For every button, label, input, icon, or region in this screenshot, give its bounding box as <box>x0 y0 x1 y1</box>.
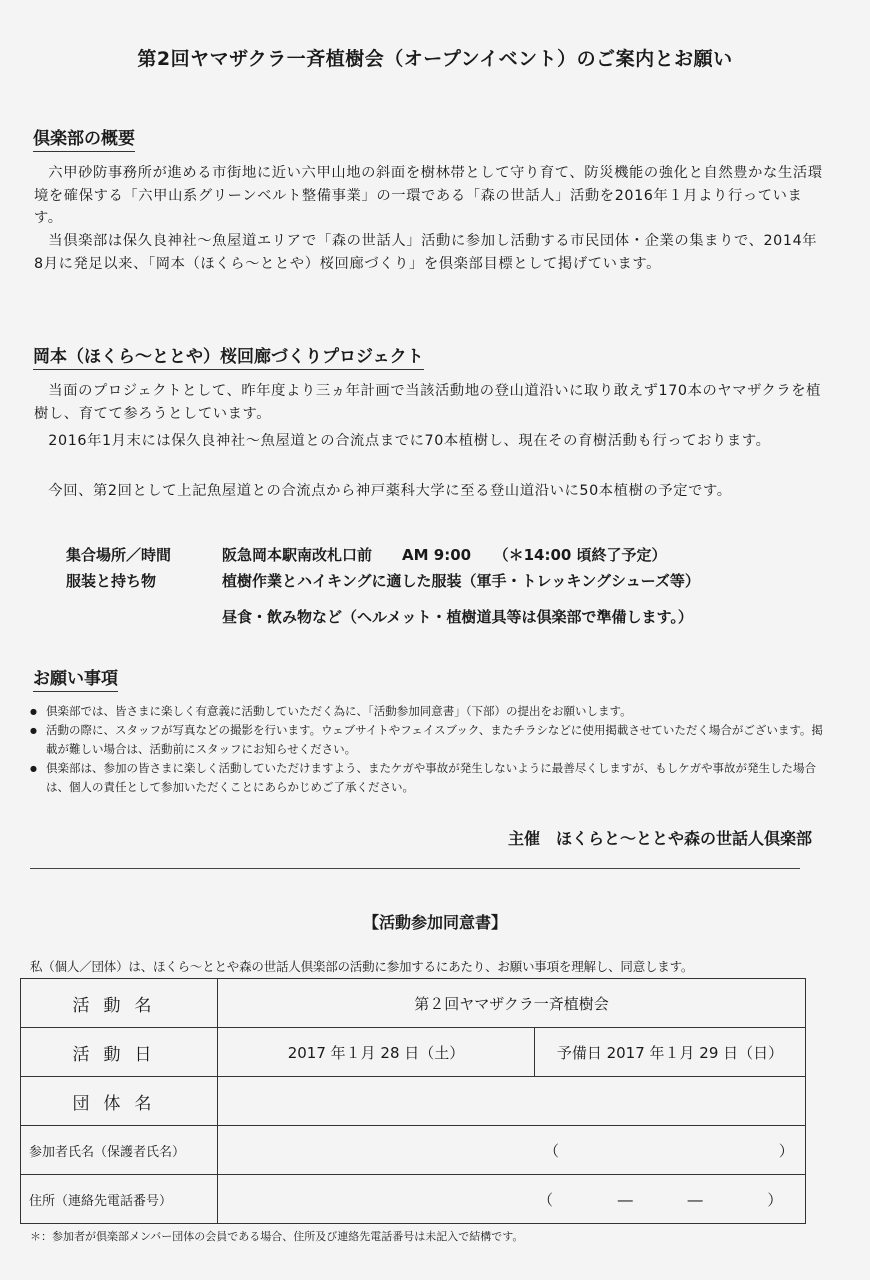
project-paragraph-2: 2016年1月末には保久良神社～魚屋道との合流点までに70本植樹し、現在その育樹活動も行っております。 <box>48 433 771 449</box>
activity-date-value: 2017 年１月 28 日（土） <box>218 1028 535 1077</box>
dash: ― <box>617 1190 633 1209</box>
reserve-date-value: 予備日 2017 年１月 29 日（日） <box>535 1028 806 1077</box>
footnote: ＊：参加者が倶楽部メンバー団体の会員である場合、住所及び連絡先電話番号は未記入で結構です。 <box>30 1230 524 1243</box>
request-item: ● 活動の際に、スタッフが写真などの撮影を行います。ウェブサイトやフェイスブック、またチラシなどに使用掲載させていただく場合がございます。掲載が難しい場合は、活動前にスタッフにお知らせください。 <box>30 721 830 759</box>
activity-name-label: 活動名 <box>21 979 218 1028</box>
consent-form-table <box>20 978 806 1224</box>
clothing-label: 服装と持ち物 <box>66 572 157 590</box>
project-paragraph-3: 今回、第2回として上記魚屋道との合流点から神戸薬科大学に至る登山道沿いに50本植樹の予定です。 <box>48 483 732 499</box>
paren-open: （ <box>544 1141 560 1160</box>
requests-list <box>30 702 830 797</box>
meeting-place-label: 集合場所／時間 <box>66 546 172 564</box>
group-name-label: 団体名 <box>21 1077 218 1126</box>
project-heading: 岡本（ほくら～ととや）桜回廊づくりプロジェクト <box>33 342 424 370</box>
activity-name-value: 第２回ヤマザクラ一斉植樹会 <box>218 979 806 1028</box>
address-label: 住所（連絡先電話番号） <box>21 1175 218 1224</box>
participant-name-label: 参加者氏名（保護者氏名） <box>21 1126 218 1175</box>
organizer: 主催 ほくらと～ととや森の世話人倶楽部 <box>507 829 812 848</box>
divider <box>30 868 800 869</box>
clothing-value: 植樹作業とハイキングに適した服装（軍手・トレッキングシューズ等） <box>222 572 700 590</box>
dash: ― <box>687 1190 703 1209</box>
meeting-place-value: 阪急岡本駅南改札口前 AM 9:00 （＊14:00 頃終了予定） <box>222 546 667 564</box>
request-item: ● 倶楽部では、皆さまに楽しく有意義に活動していただく為に、「活動参加同意書」（下部）の提出をお願いします。 <box>30 702 830 721</box>
paren-close: ） <box>767 1190 783 1209</box>
activity-date-label: 活動日 <box>21 1028 218 1077</box>
page-title: 第2回ヤマザクラ一斉植樹会（オープンイベント）のご案内とお願い <box>137 48 733 70</box>
consent-statement: 私（個人／団体）は、ほくら～ととや森の世話人倶楽部の活動に参加するにあたり、お願い事項を理解し、同意します。 <box>30 959 694 974</box>
address-field[interactable] <box>218 1175 806 1224</box>
club-overview-paragraph-1: 六甲砂防事務所が進める市街地に近い六甲山地の斜面を樹林帯として守り育て、防災機能の強化と自然豊かな生活環境を確保する「六甲山系グリーンベルト整備事業」の一環である「森の世話人」活動を2016年１月より行っています。 <box>34 165 823 226</box>
group-name-field[interactable] <box>218 1077 806 1126</box>
paren-close: ） <box>778 1141 794 1160</box>
form-title: 【活動参加同意書】 <box>362 913 507 932</box>
request-item: ● 倶楽部は、参加の皆さまに楽しく活動していただけますよう、またケガや事故が発生しないように最善尽くしますが、もしケガや事故が発生した場合は、個人の責任として参加いただくことにあらかじめご了承ください。 <box>30 759 830 797</box>
paren-open: （ <box>538 1190 554 1209</box>
project-paragraph-1: 当面のプロジェクトとして、昨年度より三ヵ年計画で当該活動地の登山道沿いに取り敢えず170本のヤマザクラを植樹し、育てて参ろうとしています。 <box>34 383 822 422</box>
participant-name-field[interactable] <box>218 1126 806 1175</box>
belongings-value: 昼食・飲み物など（ヘルメット・植樹道具等は倶楽部で準備します。） <box>222 608 693 626</box>
club-overview-heading: 倶楽部の概要 <box>33 124 135 152</box>
club-overview-paragraph-2: 当倶楽部は保久良神社～魚屋道エリアで「森の世話人」活動に参加し活動する市民団体・企業の集まりで、2014年8月に発足以来、「岡本（ほくら～ととや）桜回廊づくり」を倶楽部目標として掲げています。 <box>34 233 818 272</box>
requests-heading: お願い事項 <box>33 664 118 692</box>
